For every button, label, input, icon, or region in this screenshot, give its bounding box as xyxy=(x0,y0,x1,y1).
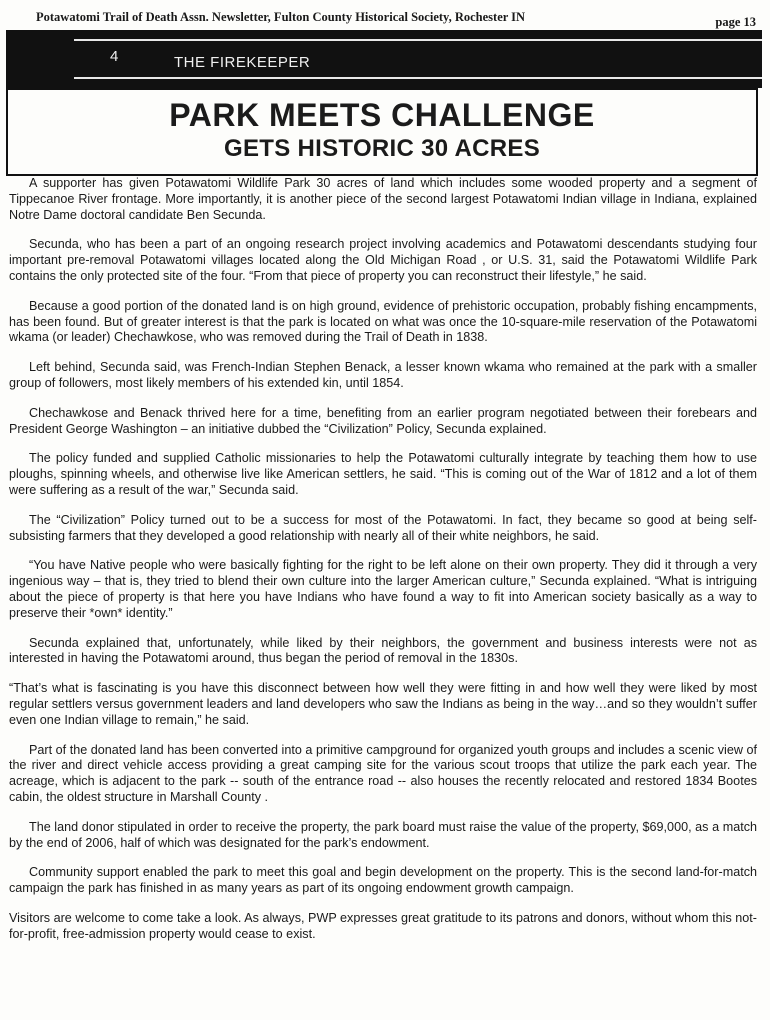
running-head-text: Potawatomi Trail of Death Assn. Newsletter, Fulton County Historical Society, Rochester IN xyxy=(36,10,526,24)
headline-title: PARK MEETS CHALLENGE xyxy=(169,97,595,133)
masthead-banner xyxy=(6,30,762,88)
article-paragraph: Community support enabled the park to meet this goal and begin development on the property. This is the second land-for-match campaign the park has finished in as many years as part of its ongoing endowment growth campaign. xyxy=(9,865,757,896)
article-paragraph: Secunda, who has been a part of an ongoing research project involving academics and Potawatomi descendants studying four important pre-removal Potawatomi villages located along the Old Michigan Road , or U.S. 31, said the Potawatomi Wildlife Park contains the only protected site of the four. “From that piece of property you can reconstruct their lifestyle,” he said. xyxy=(9,237,757,283)
article-paragraph: Because a good portion of the donated land is on high ground, evidence of prehistoric occupation, probably fishing encampments, has been found. But of greater interest is that the park is located on what was once the 10-square-mile reservation of the Potawatomi wkama (or leader) Chechawkose, who was removed during the Trail of Death in 1838. xyxy=(9,298,757,345)
article-body xyxy=(9,176,757,956)
article-paragraph: Visitors are welcome to come take a look. As always, PWP expresses great gratitude to its patrons and donors, without whom this not-for-profit, free-admission property would cease to exist. xyxy=(9,910,757,941)
banner-rule-top xyxy=(74,39,762,41)
banner-rule-bottom xyxy=(74,77,762,79)
headline-subtitle: GETS HISTORIC 30 ACRES xyxy=(224,135,540,162)
article-paragraph: A supporter has given Potawatomi Wildlife Park 30 acres of land which includes some wooded property and a segment of Tippecanoe River frontage. More importantly, it is another piece of the second largest Potawatomi Indian village in Indiana, explained Notre Dame doctoral candidate Ben Secunda. xyxy=(9,176,757,222)
article-paragraph: Left behind, Secunda said, was French-Indian Stephen Benack, a lesser known wkama who remained at the park with a smaller group of followers, most likely members of his extended kin, until 1854. xyxy=(9,360,757,390)
article-paragraph: “You have Native people who were basically fighting for the right to be left alone on their own property. They did it through a very ingenious way – that is, they tried to blend their own culture into the larger American culture,” Secunda explained. “What is intriguing about the piece of property is that here you have Indians who have found a way to fit into American society basically as a way to preserve their *own* identity.” xyxy=(9,558,757,620)
article-paragraph: “That’s what is fascinating is you have this disconnect between how well they were fitting in and how well they were liked by most regular settlers versus government leaders and land developers who saw the Indians as being in the way…and so they wouldn’t suffer even one Indian village to remain,” he said. xyxy=(9,681,757,727)
headline-box xyxy=(6,88,758,176)
article-paragraph: Chechawkose and Benack thrived here for a time, benefiting from an earlier program negotiated between their forebears and President George Washington – an initiative dubbed the “Civilization” Policy, Secunda explained. xyxy=(9,405,757,436)
issue-number: 4 xyxy=(110,48,119,65)
article-paragraph: Secunda explained that, unfortunately, while liked by their neighbors, the government and business interests were not as interested in having the Potawatomi around, thus began the period of removal in the 1830s. xyxy=(9,635,757,666)
running-head xyxy=(36,10,756,29)
article-paragraph: The land donor stipulated in order to receive the property, the park board must raise the value of the property, $69,000, as a match by the end of 2006, half of which was designated for the park’s endowment. xyxy=(9,819,757,850)
article-paragraph: The policy funded and supplied Catholic missionaries to help the Potawatomi culturally integrate by teaching them how to use ploughs, spinning wheels, and otherwise live like American settlers, he said. “This is coming out of the War of 1812 and a lot of them were suffering as a result of the war,” Secunda said. xyxy=(9,451,757,497)
page-number: page 13 xyxy=(715,15,756,29)
article-paragraph: Part of the donated land has been converted into a primitive campground for organized youth groups and includes a scenic view of the river and direct vehicle access providing a great camping site for the various scout troops that utilize the park each year. The acreage, which is adjacent to the park -- south of the entrance road -- also houses the recently relocated and restored 1834 Bootes cabin, the oldest structure in Marshall County . xyxy=(9,742,757,804)
masthead-title: THE FIREKEEPER xyxy=(174,54,311,71)
article-paragraph: The “Civilization” Policy turned out to be a success for most of the Potawatomi. In fact, they became so good at being self-subsisting farmers that they developed a good relationship with nearly all of their white neighbors, he said. xyxy=(9,512,757,543)
